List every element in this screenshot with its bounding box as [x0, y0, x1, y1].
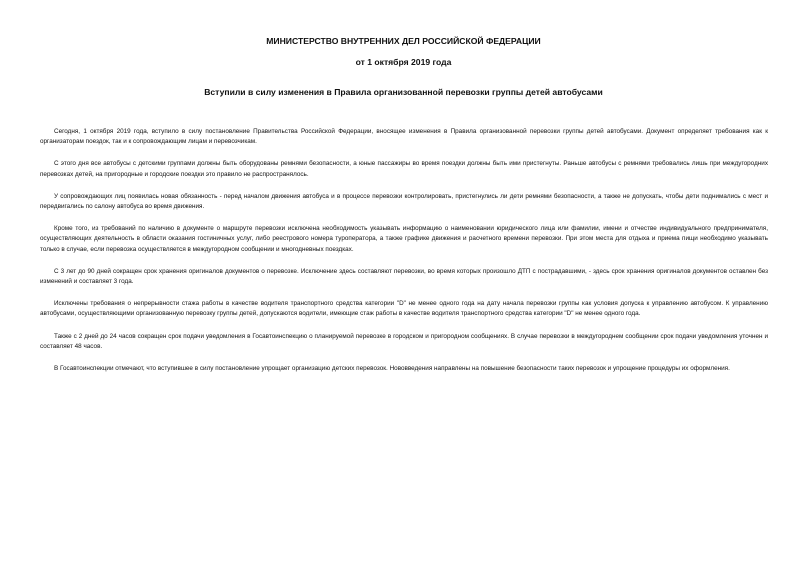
- document-body: [40, 127, 768, 386]
- paragraph-6: Исключены требования о непрерывности стажа работы в качестве водителя транспортного средства категории "D" не менее одного года на дату начала перевозки группы как условия допуска к управлению автобусом. К управлению автобусами, осуществляющими организованную перевозку группы детей, допускаются водители, имеющие стаж работы в качестве водителя транспортного средства категории "D" не менее одного года.: [40, 300, 768, 318]
- paragraph-4: Кроме того, из требований по наличию в документе о маршруте перевозки исключена необходимость указывать информацию о наименовании юридического лица или фамилии, имени и отчестве индивидуального предпринимателя, осуществляющих деятельность в области оказания гостиничных услуг, либо реестрового номера туроператора, а также графике движения и расчетного времени перевозки. При этом места для отдыха и приема пищи необходимо указывать только в случае, если перевозка осуществляется в междугородном сообщении и многодневных поездках.: [40, 225, 768, 253]
- paragraph-5: С 3 лет до 90 дней сокращен срок хранения оригиналов документов о перевозке. Исключение здесь составляют перевозки, во время которых произошло ДТП с пострадавшими, - здесь срок хранения оригиналов документов оставлен без изменений и составляет 3 года.: [40, 267, 768, 286]
- paragraph-8: В Госавтоинспекции отмечают, что вступившее в силу постановление упрощает организацию детских перевозок. Нововведения направлены на повышение безопасности таких перевозок и упрощение процедуры их оформления.: [54, 365, 730, 373]
- document-headline: Вступили в силу изменения в Правила организованной перевозки группы детей автобусами: [204, 87, 603, 97]
- paragraph-3: У сопровождающих лиц появилась новая обязанность - перед началом движения автобуса и в процессе перевозки контролировать, пристегнулись ли дети ремнями безопасности, а также не допускать, чтобы дети поднимались с мест и передвигались по салону автобуса во время движения.: [40, 192, 768, 211]
- paragraph-1: Сегодня, 1 октября 2019 года, вступило в силу постановление Правительства Российской Федерации, вносящее изменения в Правила организованной перевозки группы детей автобусами. Документ определяет требования как к организаторам поездок, так и к сопровождающим лицам и перевозчикам.: [40, 128, 768, 146]
- paragraph-7: Также с 2 дней до 24 часов сокращен срок подачи уведомления в Госавтоинспекцию о планируемой перевозке в городском и пригородном сообщениях. В случае перевозки в междугороднем сообщении срок подачи уведомления уточнен и составляет 48 часов.: [40, 332, 768, 350]
- ministry-heading: МИНИСТЕРСТВО ВНУТРЕННИХ ДЕЛ РОССИЙСКОЙ ФЕДЕРАЦИИ: [266, 36, 541, 46]
- paragraph-2: С этого дня все автобусы с детскими группами должны быть оборудованы ремнями безопасности, а юные пассажиры во время поездки должны быть ими пристегнуты. Раньше автобусы с ремнями требовались лишь при междугородних перевозках детей, на пригородные и городские поездки это правило не распространялось.: [40, 160, 768, 178]
- document-date: от 1 октября 2019 года: [355, 57, 452, 67]
